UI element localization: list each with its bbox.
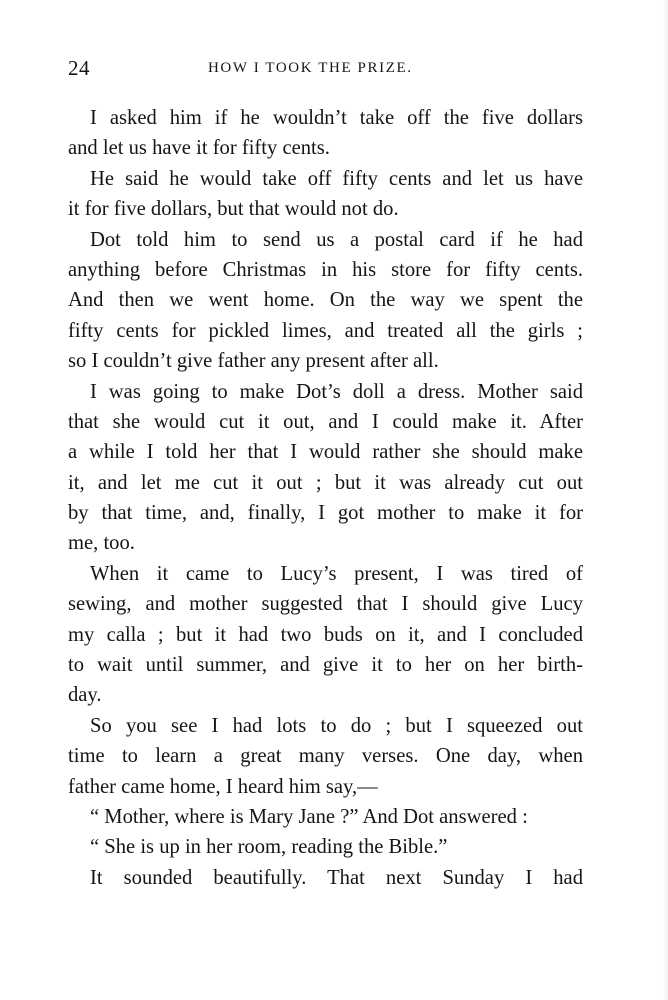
text-line: anything before Christmas in his store for fifty cents. bbox=[68, 258, 583, 281]
paragraph bbox=[68, 164, 583, 225]
text-line: It sounded beautifully. That next Sunday I had bbox=[90, 866, 583, 889]
text-line: And then we went home. On the way we spent the bbox=[68, 289, 583, 312]
text-line: me, too. bbox=[68, 532, 135, 555]
running-title: HOW I TOOK THE PRIZE. bbox=[208, 60, 413, 76]
paragraph bbox=[68, 377, 583, 559]
text-line: my calla ; but it had two buds on it, and I concluded bbox=[68, 623, 583, 646]
paragraph bbox=[68, 863, 583, 893]
text-line: When it came to Lucy’s present, I was tired of bbox=[90, 562, 583, 585]
text-line: I asked him if he wouldn’t take off the five dollars bbox=[90, 107, 583, 129]
text-line: father came home, I heard him say,— bbox=[68, 775, 378, 798]
body-text bbox=[68, 103, 583, 893]
paragraph bbox=[68, 559, 583, 711]
text-line: a while I told her that I would rather she should make bbox=[68, 441, 583, 464]
text-line: So you see I had lots to do ; but I squeezed out bbox=[90, 714, 583, 737]
text-line: Dot told him to send us a postal card if he had bbox=[90, 228, 583, 251]
text-line: to wait until summer, and give it to her on her birth- bbox=[68, 654, 583, 677]
running-head bbox=[68, 56, 580, 86]
page-number: 24 bbox=[68, 56, 90, 80]
paragraph bbox=[68, 711, 583, 802]
text-line: sewing, and mother suggested that I should give Lucy bbox=[68, 593, 583, 616]
text-line: and let us have it for fifty cents. bbox=[68, 137, 330, 160]
text-line: it for five dollars, but that would not do. bbox=[68, 198, 399, 221]
text-line: “ She is up in her room, reading the Bible.” bbox=[90, 836, 448, 859]
text-line: “ Mother, where is Mary Jane ?” And Dot answered : bbox=[90, 805, 528, 828]
paragraph bbox=[68, 103, 583, 164]
text-line: that she would cut it out, and I could make it. After bbox=[68, 410, 583, 433]
text-line: day. bbox=[68, 684, 102, 707]
text-line: time to learn a great many verses. One day, when bbox=[68, 745, 583, 768]
text-line: I was going to make Dot’s doll a dress. Mother said bbox=[90, 380, 583, 403]
text-line: by that time, and, finally, I got mother to make it for bbox=[68, 502, 583, 525]
page-edge-shadow bbox=[662, 0, 668, 1000]
paragraph bbox=[68, 802, 583, 832]
text-line: it, and let me cut it out ; but it was already cut out bbox=[68, 471, 583, 494]
paragraph bbox=[68, 832, 583, 862]
paragraph bbox=[68, 225, 583, 377]
text-line: so I couldn’t give father any present after all. bbox=[68, 350, 439, 373]
text-line: He said he would take off fifty cents and let us have bbox=[90, 167, 583, 190]
text-line: fifty cents for pickled limes, and treated all the girls ; bbox=[68, 319, 583, 342]
